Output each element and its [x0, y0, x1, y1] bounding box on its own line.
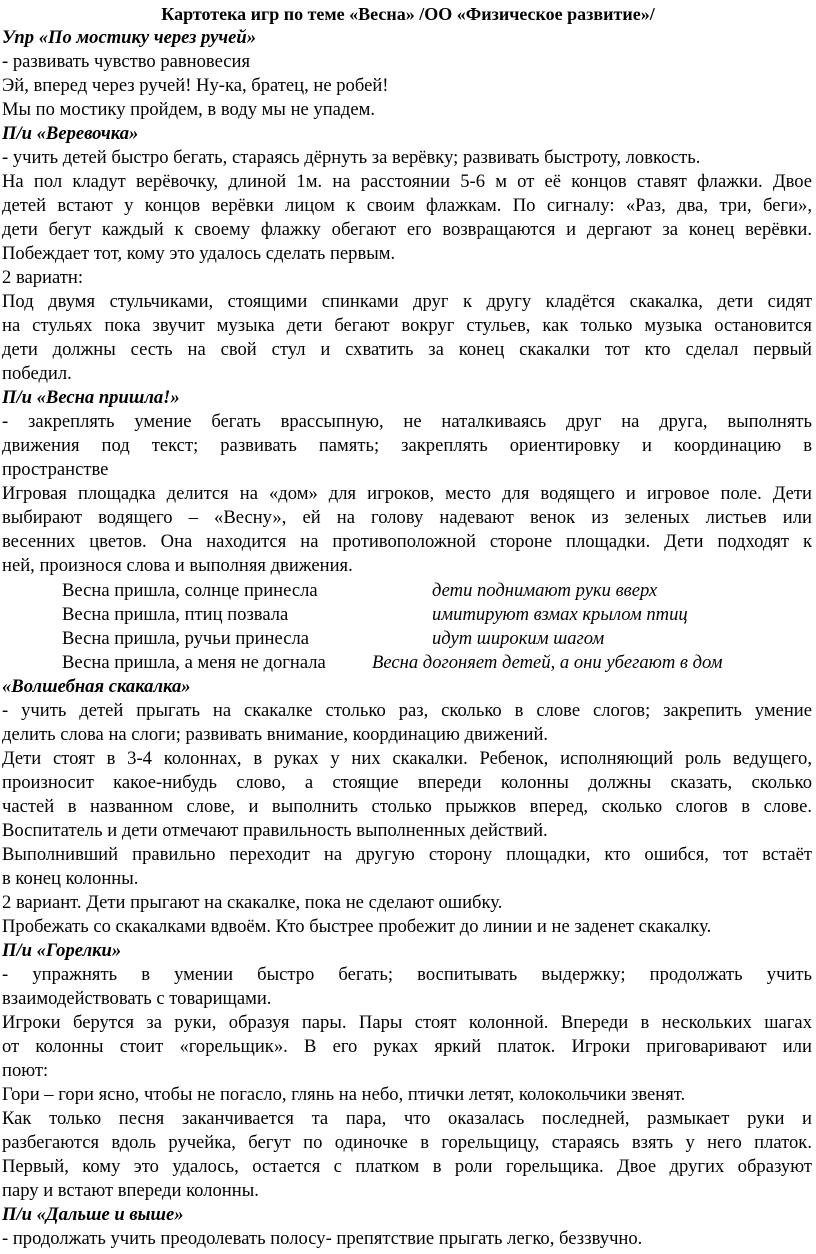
section-heading: П/и «Веревочка»	[2, 123, 139, 144]
text-line: частей в названном слове, и выполнить столько прыжков вперед, сколько слогов в слове.	[2, 796, 812, 817]
section-heading: П/и «Горелки»	[2, 940, 122, 961]
text-line: Как только песня заканчивается та пара, что оказалась последней, размыкает руки и	[2, 1108, 812, 1129]
text-line: 2 вариант. Дети прыгают на скакалке, пока не сделают ошибку.	[2, 892, 503, 913]
text-line: На пол кладут верёвочку, длиной 1м. на расстоянии 5-6 м от её концов ставят флажки. Двое	[2, 171, 812, 192]
text-line: Игровая площадка делится на «дом» для игроков, место для водящего и игровое поле. Дети	[2, 483, 812, 504]
text-line: - учить детей прыгать на скакалке столько раз, сколько в слове слогов; закрепить умение	[2, 700, 812, 721]
verse-action: имитируют взмах крылом птиц	[432, 604, 688, 625]
text-line: Под двумя стульчиками, стоящими спинками друг к другу кладётся скакалка, дети сидят	[2, 291, 812, 312]
text-line: движения под текст; развивать память; закреплять ориентировку и координацию в	[2, 435, 812, 456]
text-line: пространстве	[2, 459, 109, 480]
text-line: Воспитатель и дети отмечают правильность выполненных действий.	[2, 820, 548, 841]
section-heading: П/и «Дальше и выше»	[2, 1204, 184, 1225]
text-line: Дети стоят в 3-4 колоннах, в руках у них скакалки. Ребенок, исполняющий роль ведущего,	[2, 748, 812, 769]
text-line: на стульях пока звучит музыка дети бегают вокруг стульев, как только музыка остановится	[2, 315, 812, 336]
text-line: Эй, вперед через ручей! Ну-ка, братец, не робей!	[2, 75, 389, 96]
text-line: Пробежать со скакалками вдвоём. Кто быстрее пробежит до линии и не заденет скакалку.	[2, 916, 712, 937]
text-line: поют:	[2, 1060, 49, 1081]
text-line: весенних цветов. Она находится на противоположной стороне площадки. Дети подходят к	[2, 531, 812, 552]
text-line: Мы по мостику пройдем, в воду мы не упадем.	[2, 99, 376, 120]
verse-action: Весна догоняет детей, а они убегают в дом	[372, 652, 723, 673]
section-heading: Упр «По мостику через ручей»	[2, 27, 257, 48]
section-goal: - развивать чувство равновесия	[2, 51, 251, 72]
text-line: выбирают водящего – «Весну», ей на голову надевают венок из зеленых листьев или	[2, 507, 812, 528]
verse-text: Весна пришла, ручьи принесла	[62, 628, 309, 649]
verse-text: Весна пришла, солнце принесла	[62, 580, 318, 601]
text-line: Первый, кому это удалось, остается с платком в роли горельщика. Двое других образуют	[2, 1156, 812, 1177]
verse-text: Весна пришла, птиц позвала	[62, 604, 289, 625]
text-line: разбегаются вдоль ручейка, бегут по одиночке в горельщицу, стараясь взять у него платок.	[2, 1132, 812, 1153]
text-line: - закреплять умение бегать врассыпную, не наталкиваясь друг на друга, выполнять	[2, 411, 812, 432]
section-heading: «Волшебная скакалка»	[2, 676, 191, 697]
text-line: делить слова на слоги; развивать внимание, координацию движений.	[2, 724, 549, 745]
text-line: произносит какое-нибудь слово, а стоящие впереди колонны должны сказать, сколько	[2, 772, 812, 793]
text-line: от колонны стоит «горельщик». В его руках яркий платок. Игроки приговаривают или	[2, 1036, 812, 1057]
text-line: Выполнивший правильно переходит на другую сторону площадки, кто ошибся, тот встаёт	[2, 844, 812, 865]
text-line: пару и встают впереди колонны.	[2, 1180, 259, 1201]
section-goal: - учить детей быстро бегать, стараясь дёрнуть за верёвку; развивать быстроту, ловкость.	[2, 147, 701, 168]
verse-action: идут широким шагом	[432, 628, 605, 649]
verse-action: дети поднимают руки вверх	[432, 580, 658, 601]
text-line: Гори – гори ясно, чтобы не погасло, глянь на небо, птички летят, колокольчики звенят.	[2, 1084, 686, 1105]
text-line: 2 вариатн:	[2, 267, 83, 288]
verse-text: Весна пришла, а меня не догнала	[62, 652, 326, 673]
page-title: Картотека игр по теме «Весна» /ОО «Физическое развитие»/	[161, 4, 655, 24]
text-line: дети бегут каждый к своему флажку обегают его возвращаются и дергают за конец верёвки.	[2, 219, 812, 240]
text-line: Игроки берутся за руки, образуя пары. Пары стоят колонной. Впереди в нескольких шагах	[2, 1012, 812, 1033]
text-line: взаимодействовать с товарищами.	[2, 988, 272, 1009]
text-line: - продолжать учить преодолевать полосу- препятствие прыгать легко, беззвучно.	[2, 1228, 643, 1249]
section-heading: П/и «Весна пришла!»	[2, 387, 180, 408]
text-line: детей встают у концов верёвки лицом к своим флажкам. По сигналу: «Раз, два, три, беги»,	[2, 195, 812, 216]
text-line: дети должны сесть на свой стул и схватить за конец скакалки тот кто сделал первый	[2, 339, 812, 360]
text-line: Побеждает тот, кому это удалось сделать первым.	[2, 243, 396, 264]
text-line: - упражнять в умении быстро бегать; воспитывать выдержку; продолжать учить	[2, 964, 812, 985]
text-line: победил.	[2, 363, 72, 384]
text-line: в конец колонны.	[2, 868, 139, 889]
text-line: ней, произнося слова и выполняя движения.	[2, 555, 353, 576]
